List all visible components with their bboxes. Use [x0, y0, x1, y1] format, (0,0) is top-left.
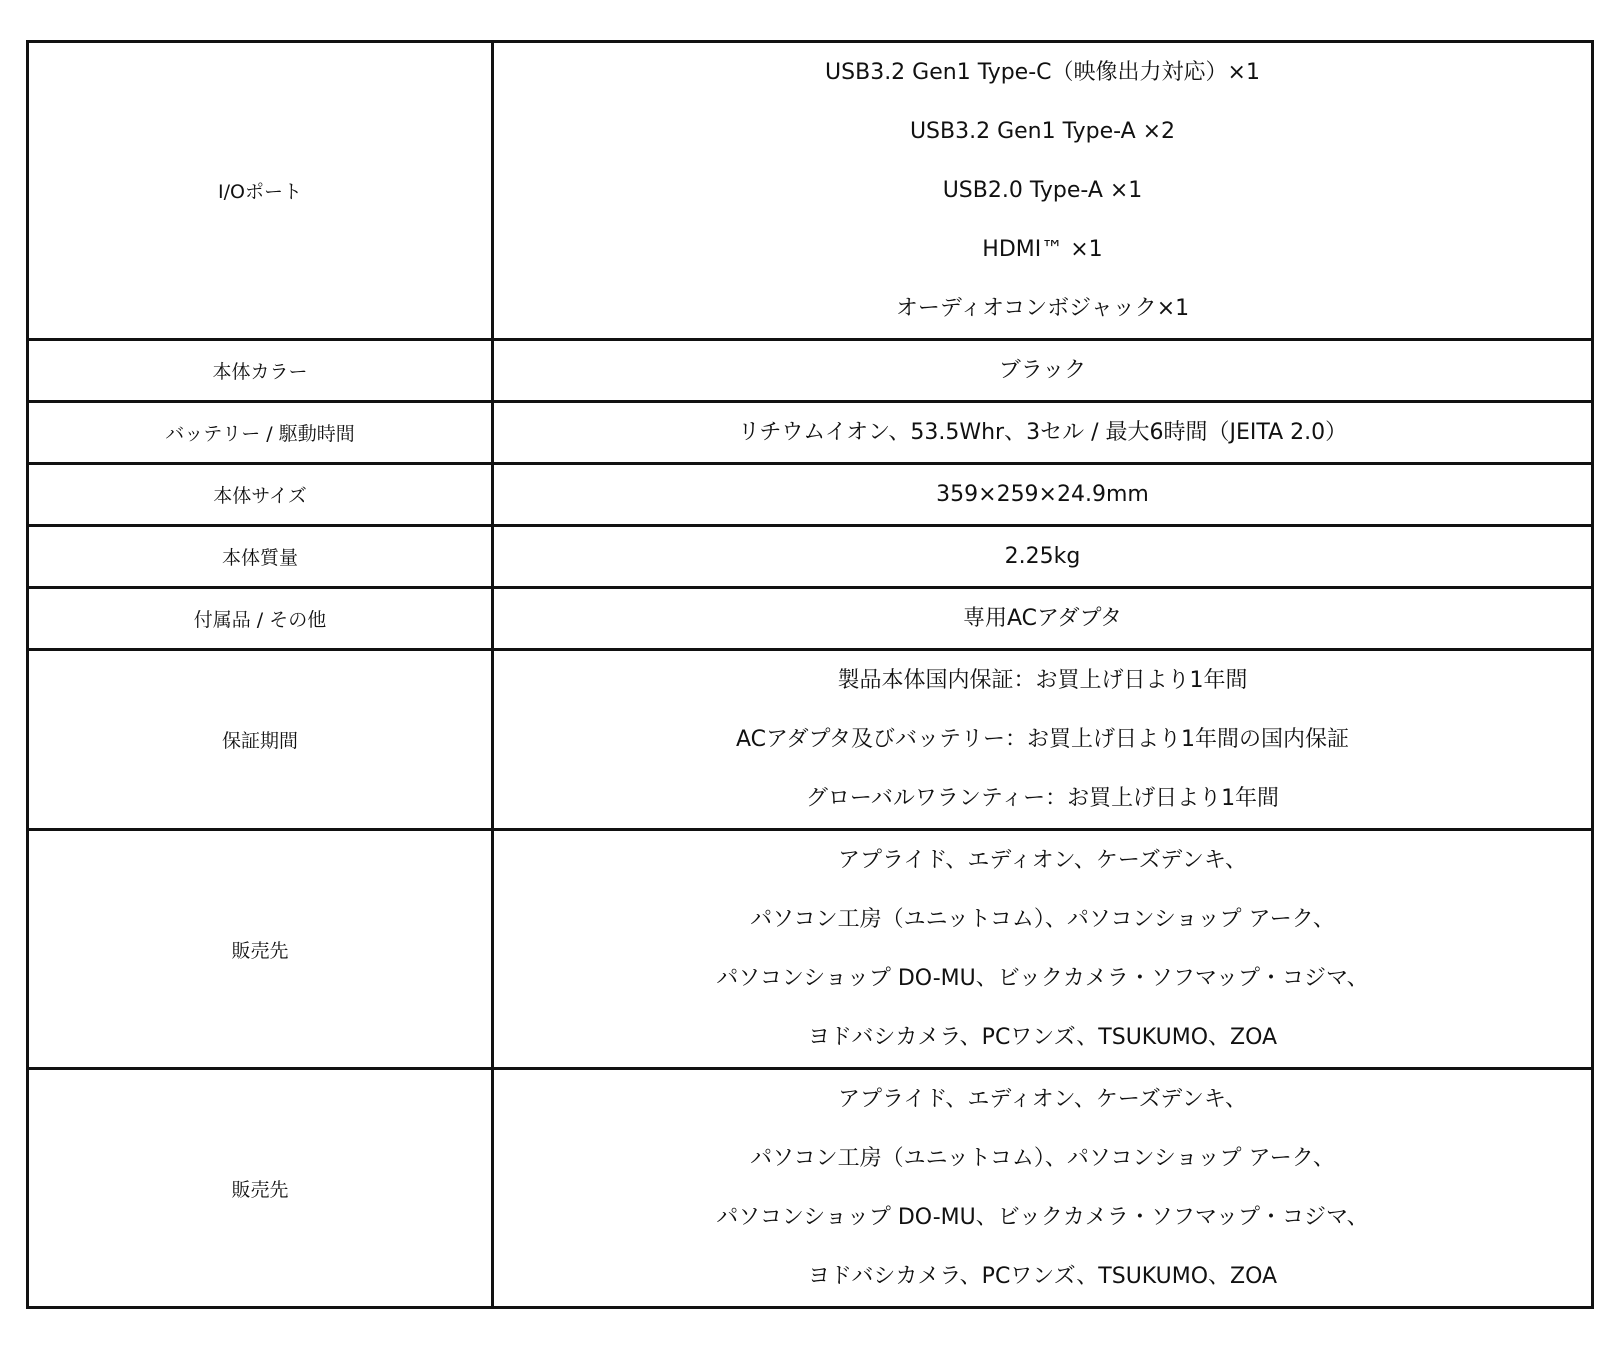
spec-value-line: ACアダプタ及びバッテリー：お買上げ日より1年間の国内保証 — [736, 727, 1349, 752]
spec-label: I/Oポート — [28, 42, 493, 340]
spec-value-line: ヨドバシカメラ、PCワンズ、TSUKUMO、ZOA — [807, 1025, 1278, 1050]
spec-value — [493, 42, 1593, 340]
spec-value — [493, 526, 1593, 588]
spec-row — [28, 650, 1593, 830]
spec-value-line: 製品本体国内保証：お買上げ日より1年間 — [837, 668, 1248, 693]
spec-value-line: 359×259×24.9mm — [936, 482, 1149, 507]
spec-value — [493, 464, 1593, 526]
spec-value — [493, 588, 1593, 650]
spec-label: 本体質量 — [28, 526, 493, 588]
spec-row — [28, 42, 1593, 340]
spec-value-line: 専用ACアダプタ — [963, 606, 1122, 631]
spec-row — [28, 340, 1593, 402]
spec-value-line: アプライド、エディオン、ケーズデンキ、 — [838, 848, 1247, 873]
spec-value — [493, 402, 1593, 464]
spec-value — [493, 650, 1593, 830]
spec-value-line: USB2.0 Type-A ×1 — [942, 178, 1143, 203]
spec-value-line: USB3.2 Gen1 Type-A ×2 — [909, 119, 1176, 144]
spec-value-line: 2.25kg — [1004, 544, 1081, 569]
spec-row — [28, 830, 1593, 1069]
spec-value-line: パソコンショップ DO-MU、ビックカメラ・ソフマップ・コジマ、 — [716, 966, 1369, 991]
spec-value-line: USB3.2 Gen1 Type-C（映像出力対応）×1 — [825, 60, 1260, 85]
spec-label: バッテリー / 駆動時間 — [28, 402, 493, 464]
spec-row — [28, 588, 1593, 650]
spec-label: 本体サイズ — [28, 464, 493, 526]
spec-table-body — [28, 42, 1593, 1308]
spec-value-line: パソコン工房（ユニットコム）、パソコンショップ アーク、 — [750, 1146, 1335, 1171]
spec-label: 本体カラー — [28, 340, 493, 402]
spec-value-line: HDMI™ ×1 — [982, 237, 1103, 262]
spec-value-line: グローバルワランティー：お買上げ日より1年間 — [805, 786, 1280, 811]
spec-value-line: パソコンショップ DO-MU、ビックカメラ・ソフマップ・コジマ、 — [716, 1205, 1369, 1230]
spec-label: 販売先 — [28, 1069, 493, 1308]
spec-row — [28, 402, 1593, 464]
spec-value-line: アプライド、エディオン、ケーズデンキ、 — [838, 1087, 1247, 1112]
spec-value — [493, 340, 1593, 402]
spec-label: 保証期間 — [28, 650, 493, 830]
spec-label: 付属品 / その他 — [28, 588, 493, 650]
spec-row — [28, 526, 1593, 588]
spec-value-line: リチウムイオン、53.5Whr、3セル / 最大6時間（JEITA 2.0） — [737, 420, 1348, 445]
spec-value — [493, 1069, 1593, 1308]
spec-value-line: オーディオコンボジャック×1 — [895, 296, 1190, 321]
spec-row — [28, 464, 1593, 526]
spec-table — [26, 40, 1594, 1309]
spec-value-line: ブラック — [998, 358, 1087, 383]
spec-label: 販売先 — [28, 830, 493, 1069]
spec-value-line: ヨドバシカメラ、PCワンズ、TSUKUMO、ZOA — [807, 1264, 1278, 1289]
spec-value — [493, 830, 1593, 1069]
spec-value-line: パソコン工房（ユニットコム）、パソコンショップ アーク、 — [750, 907, 1335, 932]
spec-row — [28, 1069, 1593, 1308]
